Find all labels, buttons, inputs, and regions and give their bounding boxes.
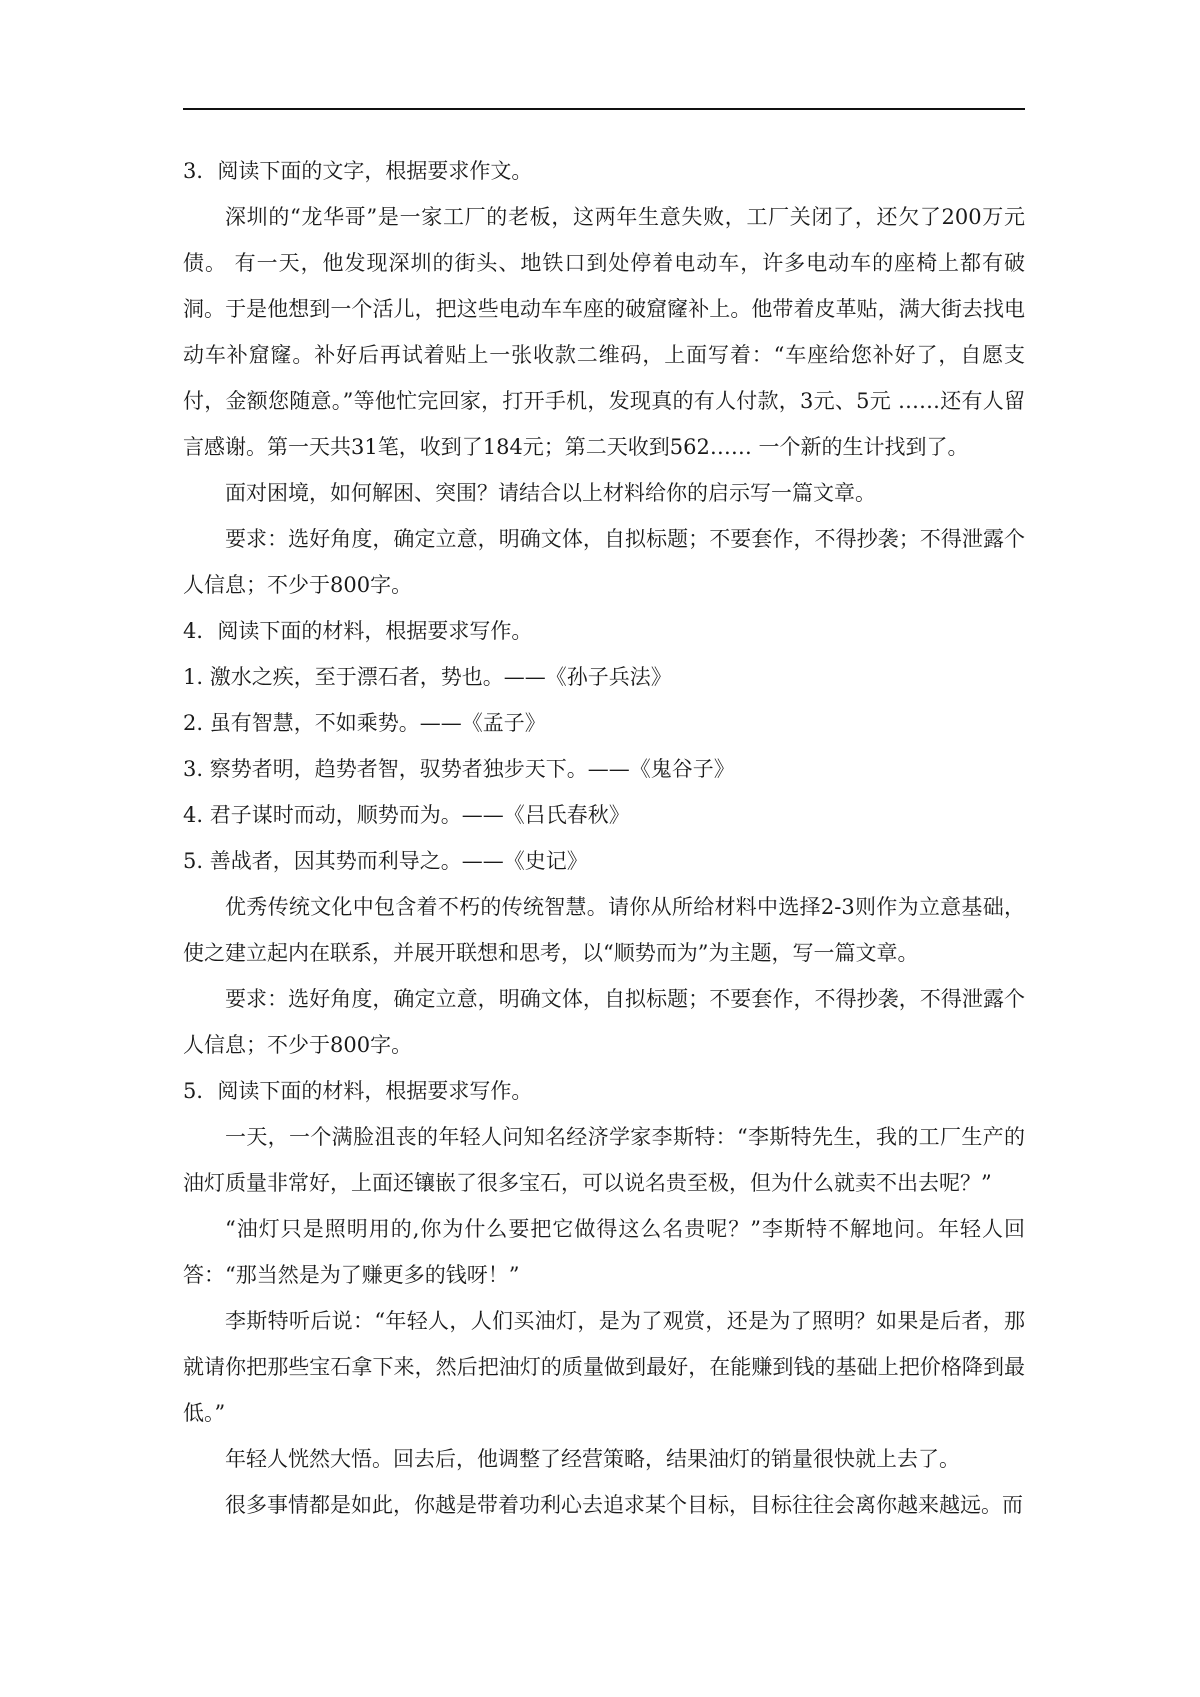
q5-material-paragraph: 李斯特听后说：“年轻人，人们买油灯，是为了观赏，还是为了照明？如果是后者，那就请你把那些宝石拿下来，然后把油灯的质量做到最好，在能赚到钱的基础上把价格降到最低。” (183, 1309, 1025, 1425)
q3-heading: 3．阅读下面的文字，根据要求作文。 (183, 159, 533, 183)
q5-material-paragraph: “油灯只是照明用的,你为什么要把它做得这么名贵呢？”李斯特不解地问。年轻人回答：“那当然是为了赚更多的钱呀！” (183, 1217, 1025, 1287)
q4-quote-item: 1. 激水之疾，至于漂石者，势也。——《孙子兵法》 (183, 665, 672, 689)
q5-material-paragraph: 一天，一个满脸沮丧的年轻人问知名经济学家李斯特：“李斯特先生，我的工厂生产的油灯质量非常好，上面还镶嵌了很多宝石，可以说名贵至极，但为什么就卖不出去呢？” (183, 1125, 1025, 1195)
q5-heading: 5．阅读下面的材料，根据要求写作。 (183, 1079, 533, 1103)
q4-prompt-paragraph: 优秀传统文化中包含着不朽的传统智慧。请你从所给材料中选择2-3则作为立意基础，使之建立起内在联系，并展开联想和思考，以“顺势而为”为主题，写一篇文章。 (183, 895, 1025, 965)
q3-requirements-paragraph: 要求：选好角度，确定立意，明确文体，自拟标题；不要套作，不得抄袭；不得泄露个人信息；不少于800字。 (183, 527, 1025, 597)
q4-quote-item: 4. 君子谋时而动，顺势而为。——《吕氏春秋》 (183, 803, 630, 827)
q4-quote-item: 3. 察势者明，趋势者智，驭势者独步天下。——《鬼谷子》 (183, 757, 735, 781)
q4-requirements-paragraph: 要求：选好角度，确定立意，明确文体，自拟标题；不要套作，不得抄袭，不得泄露个人信息；不少于800字。 (183, 987, 1025, 1057)
q5-material-paragraph: 很多事情都是如此，你越是带着功利心去追求某个目标，目标往往会离你越来越远。而 (225, 1493, 1023, 1517)
q3-material-paragraph: 深圳的“龙华哥”是一家工厂的老板，这两年生意失败，工厂关闭了，还欠了200万元债。 有一天，他发现深圳的街头、地铁口到处停着电动车，许多电动车的座椅上都有破洞。于是他想到一个活儿，把这些电动车车座的破窟窿补上。他带着皮革贴，满大街去找电动车补窟窿。补好后再试着贴上一张收款二维码，上面写着：“车座给您补好了，自愿支付，金额您随意。”等他忙完回家，打开手机，发现真的有人付款，3元、5元 ……还有人留言感谢。第一天共31笔，收到了184元；第二天收到562…… 一个新的生计找到了。 (183, 205, 1025, 459)
q4-heading: 4．阅读下面的材料，根据要求写作。 (183, 619, 533, 643)
document-body (183, 148, 1025, 1528)
q4-quote-item: 5. 善战者，因其势而利导之。——《史记》 (183, 849, 588, 873)
q4-quote-item: 2. 虽有智慧，不如乘势。——《孟子》 (183, 711, 546, 735)
q5-material-paragraph: 年轻人恍然大悟。回去后，他调整了经营策略，结果油灯的销量很快就上去了。 (225, 1447, 960, 1471)
q3-prompt-paragraph: 面对困境，如何解困、突围？请结合以上材料给你的启示写一篇文章。 (225, 481, 876, 505)
header-rule (183, 108, 1025, 110)
